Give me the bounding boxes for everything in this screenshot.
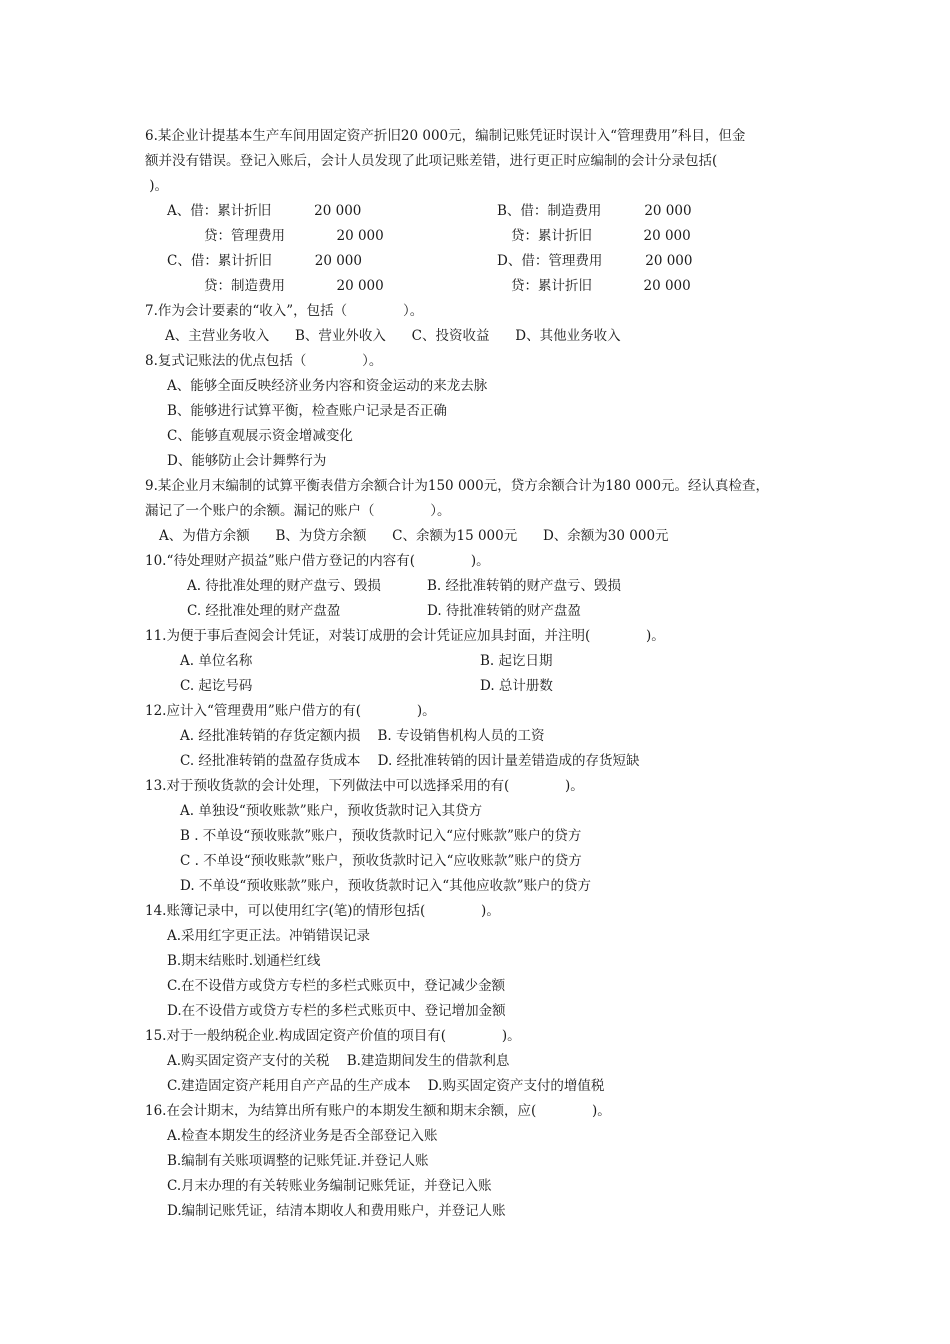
q13-option-a: A. 单独设“预收账款”账户，预收货款时记入其贷方	[180, 803, 483, 819]
q6-option-d-debit: D、借：管理费用 20 000	[497, 253, 693, 269]
question-6	[145, 124, 810, 299]
q11-option-b: B. 起讫日期	[480, 653, 553, 669]
q6-stem-line-1: 6.某企业计提基本生产车间用固定资产折旧20 000元，编制记账凭证时误计入“管理费用”科目，但金	[145, 128, 746, 144]
q6-stem-line-3: )。	[145, 178, 169, 194]
q6-row-ab-debit	[145, 199, 810, 224]
q16-option-d: D.编制记账凭证，结清本期收人和费用账户，并登记人账	[167, 1203, 506, 1219]
q10-option-a: A. 待批准处理的财产盘亏、毁损	[187, 578, 381, 594]
q8-option-a: A、能够全面反映经济业务内容和资金运动的来龙去脉	[167, 378, 488, 394]
q8-option-d: D、能够防止会计舞弊行为	[167, 453, 327, 469]
q6-option-a-debit: A、借：累计折旧 20 000	[167, 203, 362, 219]
question-16	[145, 1099, 810, 1224]
q16-option-a: A.检查本期发生的经济业务是否全部登记入账	[167, 1128, 438, 1144]
q10-row-cd	[145, 599, 810, 624]
q6-stem-line-2: 额并没有错误。登记入账后，会计人员发现了此项记账差错，进行更正时应编制的会计分录包括(	[145, 153, 718, 169]
q8-option-c: C、能够直观展示资金增减变化	[167, 428, 353, 444]
q6-option-c-credit: 贷：制造费用 20 000	[204, 278, 384, 294]
document-page	[145, 124, 810, 1224]
question-13	[145, 774, 810, 899]
q6-option-b-credit: 贷：累计折旧 20 000	[511, 228, 691, 244]
question-11	[145, 624, 810, 699]
q16-stem: 16.在会计期末，为结算出所有账户的本期发生额和期末余额，应( )。	[145, 1103, 611, 1119]
q6-row-cd-credit	[145, 274, 810, 299]
q9-stem-line-2: 漏记了一个账户的余额。漏记的账户（ ）。	[145, 503, 451, 519]
q15-options-cd: C.建造固定资产耗用自产产品的生产成本 D.购买固定资产支付的增值税	[167, 1078, 605, 1094]
q6-row-ab-credit	[145, 224, 810, 249]
q11-row-cd	[145, 674, 810, 699]
q14-stem: 14.账簿记录中，可以使用红字(笔)的情形包括( )。	[145, 903, 500, 919]
q11-option-c: C. 起讫号码	[180, 678, 253, 694]
q11-option-d: D. 总计册数	[480, 678, 553, 694]
q13-option-b: B . 不单设“预收账款”账户，预收货款时记入“应付账款”账户的贷方	[180, 828, 582, 844]
q14-option-c: C.在不设借方或贷方专栏的多栏式账页中，登记减少金额	[167, 978, 506, 994]
question-15	[145, 1024, 810, 1099]
q11-option-a: A. 单位名称	[180, 653, 253, 669]
q8-stem: 8.复式记账法的优点包括（ ）。	[145, 353, 383, 369]
q10-option-b: B. 经批准转销的财产盘亏、毁损	[427, 578, 622, 594]
q14-option-d: D.在不设借方或贷方专栏的多栏式账页中、登记增加金额	[167, 1003, 506, 1019]
q16-option-b: B.编制有关账项调整的记账凭证.并登记人账	[167, 1153, 429, 1169]
q13-option-c: C . 不单设“预收账款”账户，预收货款时记入“应收账款”账户的贷方	[180, 853, 582, 869]
question-12	[145, 699, 810, 774]
question-8	[145, 349, 810, 474]
q8-option-b: B、能够进行试算平衡，检查账户记录是否正确	[167, 403, 447, 419]
q15-options-ab: A.购买固定资产支付的关税 B.建造期间发生的借款利息	[167, 1053, 510, 1069]
q11-stem: 11.为便于事后查阅会计凭证，对装订成册的会计凭证应加具封面，并注明( )。	[145, 628, 665, 644]
q10-option-c: C. 经批准处理的财产盘盈	[187, 603, 341, 619]
q7-stem: 7.作为会计要素的“收入”，包括（ ）。	[145, 303, 424, 319]
q11-row-ab	[145, 649, 810, 674]
question-10	[145, 549, 810, 624]
q10-stem: 10.“待处理财产损益”账户借方登记的内容有( )。	[145, 553, 490, 569]
question-14	[145, 899, 810, 1024]
q12-stem: 12.应计入“管理费用”账户借方的有( )。	[145, 703, 436, 719]
q9-options: A、为借方余额 B、为贷方余额 C、余额为15 000元 D、余额为30 000元	[159, 528, 669, 544]
question-7	[145, 299, 810, 349]
q6-row-cd-debit	[145, 249, 810, 274]
q16-option-c: C.月末办理的有关转账业务编制记账凭证，并登记入账	[167, 1178, 492, 1194]
q6-option-c-debit: C、借：累计折旧 20 000	[167, 253, 362, 269]
q12-options-cd: C. 经批准转销的盘盈存货成本 D. 经批准转销的因计量差错造成的存货短缺	[180, 753, 640, 769]
q14-option-a: A.采用红字更正法。冲销错误记录	[167, 928, 371, 944]
question-9	[145, 474, 810, 549]
q14-option-b: B.期末结账时.划通栏红线	[167, 953, 321, 969]
q15-stem: 15.对于一般纳税企业.构成固定资产价值的项目有( )。	[145, 1028, 521, 1044]
q6-option-b-debit: B、借：制造费用 20 000	[497, 203, 692, 219]
q6-option-d-credit: 贷：累计折旧 20 000	[511, 278, 691, 294]
q10-option-d: D. 待批准转销的财产盘盈	[427, 603, 581, 619]
q13-option-d: D. 不单设“预收账款”账户，预收货款时记入“其他应收款”账户的贷方	[180, 878, 592, 894]
q13-stem: 13.对于预收货款的会计处理，下列做法中可以选择采用的有( )。	[145, 778, 584, 794]
q6-option-a-credit: 贷：管理费用 20 000	[204, 228, 384, 244]
q10-row-ab	[145, 574, 810, 599]
q9-stem-line-1: 9.某企业月末编制的试算平衡表借方余额合计为150 000元，贷方余额合计为180 000元。经认真检查，	[145, 478, 770, 494]
q12-options-ab: A. 经批准转销的存货定额内损 B. 专设销售机构人员的工资	[180, 728, 545, 744]
q7-options: A、主营业务收入 B、营业外收入 C、投资收益 D、其他业务收入	[165, 328, 621, 344]
